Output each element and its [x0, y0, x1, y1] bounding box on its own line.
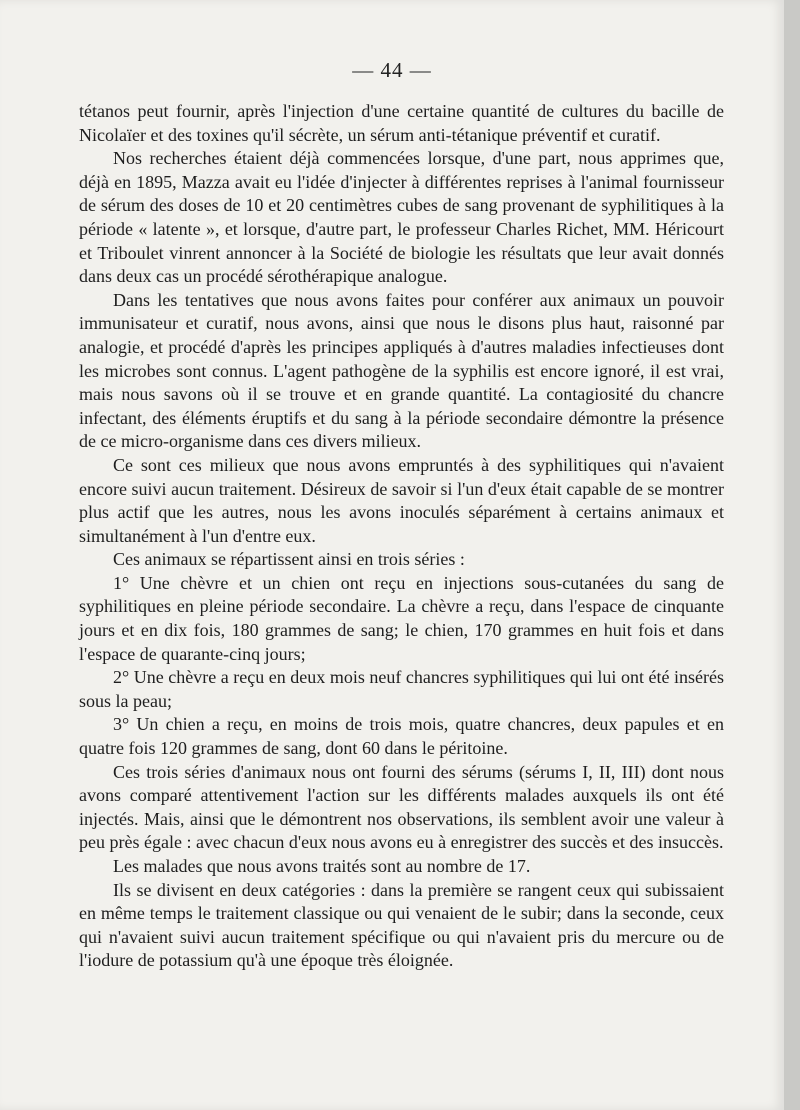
paragraph: tétanos peut fournir, après l'injection d'une certaine quantité de cultures du bacille de Nicolaïer et des toxines qu'il sécrète, un sérum anti-tétanique préventif et curatif. — [79, 101, 724, 145]
paragraph: Ces trois séries d'animaux nous ont fourni des sérums (sérums I, II, III) dont nous avons comparé attentivement l'action sur les différents malades auxquels ils ont été injectés. Mais, ainsi que le démontrent nos observations, ils semblent avoir une valeur à peu près égale : avec chacun d'eux nous avons eu à enregistrer des succès et des insuccès. — [79, 761, 724, 853]
paragraph: Ce sont ces milieux que nous avons empruntés à des syphilitiques qui n'avaient encore suivi aucun traitement. Désireux de savoir si l'un d'eux était capable de se montrer plus actif que les autres, nous les avons inoculés séparément à certains animaux et simultanément à l'un d'entre eux. — [79, 454, 724, 546]
paragraph: Les malades que nous avons traités sont au nombre de 17. — [113, 856, 531, 876]
paragraph: Nos recherches étaient déjà commencées lorsque, d'une part, nous apprimes que, déjà en 1895, Mazza avait eu l'idée d'injecter à différentes reprises à l'animal fournisseur de sérum des doses de 10 et 20 centimètres cubes de sang provenant de syphilitiques à la période « latente », et lorsque, d'autre part, le professeur Charles Richet, MM. Héricourt et Triboulet vinrent annoncer à la Société de biologie les résultats que leur avait donnés dans deux cas un procédé sérothérapique analogue. — [79, 148, 724, 287]
list-item: 1° Une chèvre et un chien ont reçu en injections sous-cutanées du sang de syphilitiques en pleine période secondaire. La chèvre a reçu, dans l'espace de cinquante jours et en dix fois, 180 grammes de sang; le chien, 170 grammes en huit fois et dans l'espace de quarante-cinq jours; — [79, 572, 724, 664]
body-text — [79, 100, 724, 973]
list-item: 3° Un chien a reçu, en moins de trois mois, quatre chancres, deux papules et en quatre fois 120 grammes de sang, dont 60 dans le péritoine. — [79, 714, 724, 759]
list-item: 2° Une chèvre a reçu en deux mois neuf chancres syphilitiques qui lui ont été insérés sous la peau; — [79, 667, 724, 711]
paragraph: Ils se divisent en deux catégories : dans la première se rangent ceux qui subissaient en même temps le traitement classique ou qui venaient de le subir; dans la seconde, ceux qui n'avaient suivi aucun traitement spécifique ou qui n'avaient pris du mercure ou de l'iodure de potassium qu'à une époque très éloignée. — [79, 879, 724, 971]
paragraph: Dans les tentatives que nous avons faites pour conférer aux animaux un pouvoir immunisateur et curatif, nous avons, ainsi que nous le disons plus haut, raisonné par analogie, et procédé d'après les principes appliqués à d'autres maladies infectieuses dont les microbes sont connus. L'agent pathogène de la syphilis est encore ignoré, il est vrai, mais nous savons où il se trouve et en grande quantité. La contagiosité du chancre infectant, des éléments éruptifs et du sang à la période secondaire démontre la présence de ce micro-organisme dans ces divers milieux. — [79, 289, 724, 452]
page-number: — 44 — — [352, 58, 432, 82]
paragraph: Ces animaux se répartissent ainsi en trois séries : — [113, 549, 465, 570]
